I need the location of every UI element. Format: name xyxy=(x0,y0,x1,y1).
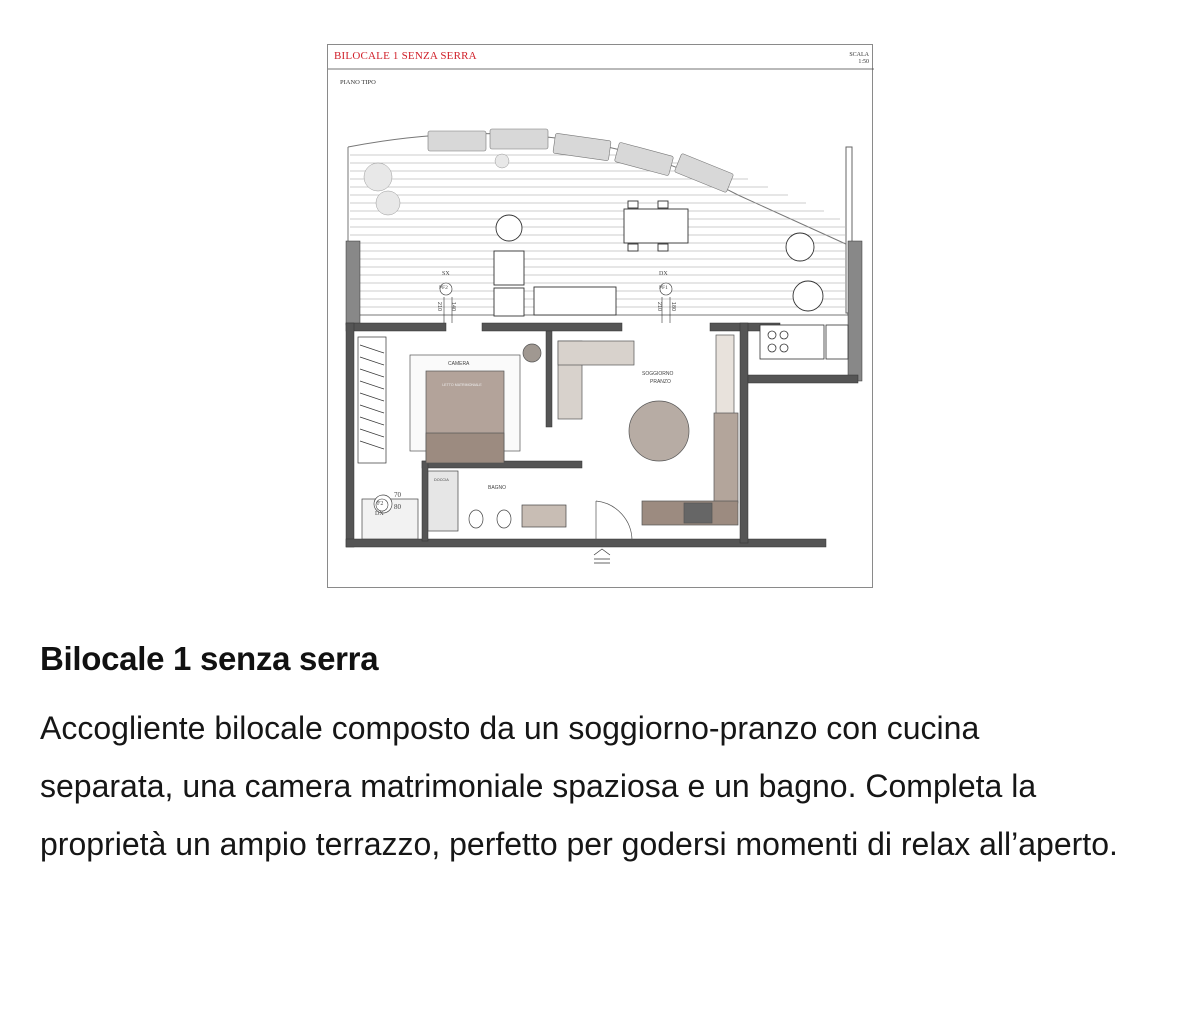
kitchen-top xyxy=(760,325,848,359)
room-label-bagno: BAGNO xyxy=(488,485,507,491)
listing-description: Accogliente bilocale composto da un soggiorno-pranzo con cucina separata, una camera matrimoniale spaziosa e un bagno. Completa la proprietà un ampio terrazzo, perfetto per godersi momenti di relax all’aperto. xyxy=(40,710,1118,862)
window-sx-code: PF2 xyxy=(439,285,448,291)
plan-title: BILOCALE 1 SENZA SERRA xyxy=(334,50,477,62)
window-f2-code: F2 xyxy=(377,501,384,507)
dim-f2-a: 70 xyxy=(394,491,401,499)
terrace-decking xyxy=(350,155,845,307)
room-label-doccia: DOCCIA xyxy=(434,478,449,482)
planters xyxy=(428,129,734,193)
dim-sx-b: 140 xyxy=(450,301,457,312)
window-f2-side: DX xyxy=(375,511,384,517)
dim-dx-a: 210 xyxy=(656,301,663,312)
bed xyxy=(410,355,520,463)
room-label-camera: CAMERA xyxy=(448,361,470,367)
floor-plan-drawing xyxy=(328,45,874,589)
window-dx-side: DX xyxy=(659,271,668,277)
bathroom xyxy=(362,471,566,539)
wardrobe xyxy=(358,337,386,463)
room-label-soggiorno: SOGGIORNO xyxy=(642,371,674,377)
window-sx-side: SX xyxy=(442,271,450,277)
dim-dx-b: 180 xyxy=(670,301,677,312)
dim-sx-a: 210 xyxy=(436,301,443,312)
room-label-pranzo: PRANZO xyxy=(650,379,671,385)
scale-caption: SCALA xyxy=(849,52,869,58)
bed-label: LETTO MATRIMONIALE xyxy=(442,383,482,387)
entry xyxy=(594,501,632,563)
window-dx-code: PF1 xyxy=(659,285,668,291)
dim-f2-b: 80 xyxy=(394,503,401,511)
living-furniture xyxy=(523,335,738,525)
floor-label: PIANO TIPO xyxy=(340,79,376,86)
scale-value: 1:50 xyxy=(858,59,869,65)
listing-title: Bilocale 1 senza serra xyxy=(40,640,379,677)
floor-plan-image xyxy=(327,44,873,588)
scale-label xyxy=(849,52,869,66)
